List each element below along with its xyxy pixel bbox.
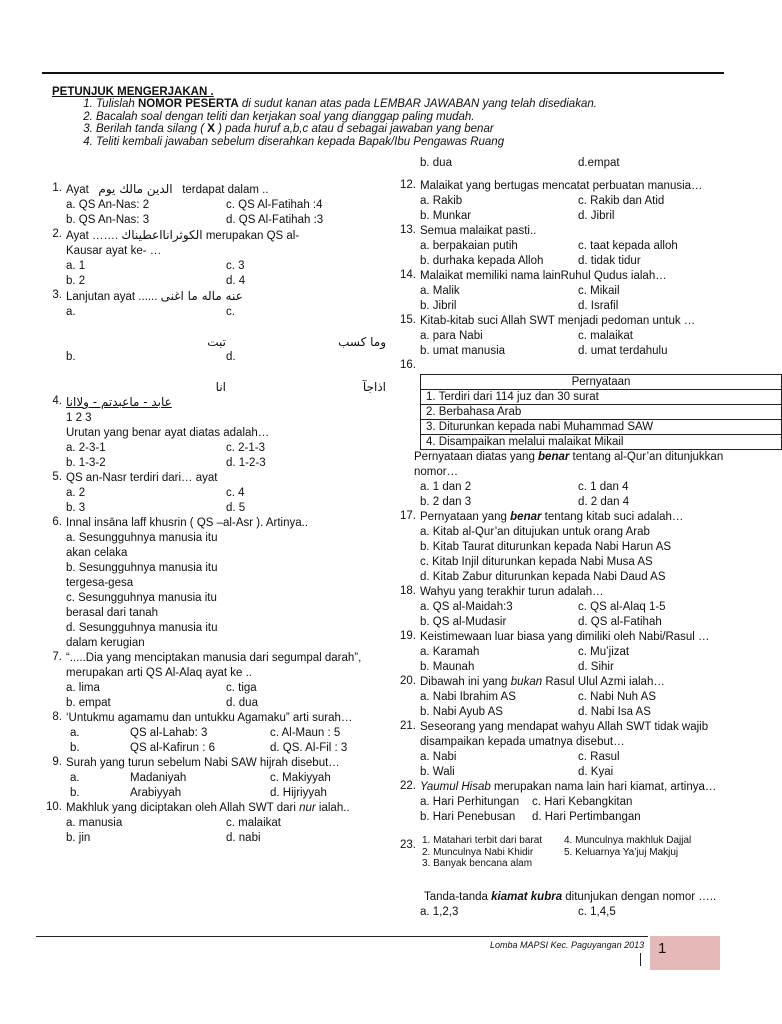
question-number: 9. xyxy=(52,756,62,768)
top-rule xyxy=(42,72,724,74)
question-text: Malaikat yang bertugas mencatat perbuatan manusia… xyxy=(420,180,703,192)
question-text xyxy=(66,395,390,411)
q-text: merupakan QS al- xyxy=(205,230,300,242)
option-a: a. 1 xyxy=(66,260,86,272)
option-b-letter: b. xyxy=(70,742,80,754)
option-b: b. Maunah xyxy=(420,661,475,673)
option-d: d. Kitab Zabur diturunkan kepada Nabi Daud AS xyxy=(420,571,666,583)
question-number: 21. xyxy=(400,720,416,732)
q-italic: nur xyxy=(299,802,316,814)
option-d: d. Israfil xyxy=(578,300,619,312)
q-text: ditunjukan dengan nomor ….. xyxy=(562,890,717,903)
page-number: 1 xyxy=(658,940,667,957)
option-c: c. Rasul xyxy=(578,751,620,763)
option-b: b. dua xyxy=(420,157,452,169)
arabic-text: انا xyxy=(215,380,226,394)
option-c: c. 3 xyxy=(226,260,245,272)
option-a: a. lima xyxy=(66,682,100,694)
q-text: tentang al-Qur’an ditunjukkan nomor… xyxy=(414,451,724,478)
option-c xyxy=(226,305,386,350)
table-row: 1. Terdiri dari 114 juz dan 30 surat xyxy=(421,390,782,405)
q-text: Lanjutan ayat ...... xyxy=(66,291,158,303)
options xyxy=(66,771,390,801)
option-a: a. Malik xyxy=(420,285,460,297)
option-c: c. QS Al-Fatihah :4 xyxy=(226,199,323,211)
instruction-text: di sudut kanan atas pada LEMBAR JAWABAN yang telah disediakan. xyxy=(238,98,597,110)
question-text xyxy=(66,182,390,198)
question-number: 18. xyxy=(400,585,416,597)
question-text: Malaikat memiliki nama lainRuhul Qudus ialah… xyxy=(420,270,667,282)
question-number: 20. xyxy=(400,675,416,687)
q-bold: kiamat kubra xyxy=(491,890,563,903)
q-text: merupakan nama lain hari kiamat, artinya… xyxy=(490,781,717,793)
question-22 xyxy=(394,780,734,825)
question-number: 14. xyxy=(400,269,416,281)
instructions-title: PETUNJUK MENGERJAKAN . xyxy=(52,86,214,98)
question-text: ‘Untukmu agamamu dan untukku Agamaku” arti surah… xyxy=(66,712,353,724)
option-c: c. Nabi Nuh AS xyxy=(578,691,656,703)
option-a: a. QS An-Nas: 2 xyxy=(66,199,150,211)
footer-text: Lomba MAPSI Kec. Paguyangan 2013 xyxy=(490,940,645,950)
question-number: 4. xyxy=(52,395,62,407)
question-23 xyxy=(394,835,734,920)
statement-table xyxy=(420,374,782,450)
arabic-text: تبت xyxy=(207,335,226,349)
question-4 xyxy=(40,395,390,471)
option-b: b. 1-3-2 xyxy=(66,457,106,469)
instruction-1 xyxy=(96,98,712,111)
right-column xyxy=(394,179,734,920)
option-a: Madaniyah xyxy=(130,772,187,784)
instructions-list xyxy=(52,98,712,148)
option-a: a. Karamah xyxy=(420,646,480,658)
options xyxy=(420,480,734,510)
question-number: 7. xyxy=(52,651,62,663)
table-row: 2. Berbahasa Arab xyxy=(421,405,782,420)
option-c: c. Al-Maun : 5 xyxy=(270,727,341,739)
list-item: 3. Banyak bencana alam xyxy=(422,858,533,869)
option-d: d. QS Al-Fatihah :3 xyxy=(226,214,324,226)
options xyxy=(66,486,390,516)
arabic-text: الدين مالك يوم xyxy=(98,182,173,196)
option-d: d. 5 xyxy=(226,502,246,514)
question-5 xyxy=(40,471,390,516)
question-number: 5. xyxy=(52,471,62,483)
option-a: a. Sesungguhnya manusia itu akan celaka xyxy=(66,532,218,559)
question-6 xyxy=(40,516,390,651)
instruction-text: Tulislah xyxy=(96,98,138,110)
option-c: c. Kitab Injil diturunkan kepada Nabi Musa AS xyxy=(420,556,653,568)
q-text: Ayat ……. xyxy=(66,230,119,242)
options xyxy=(420,905,734,920)
question-text: Wahyu yang terakhir turun adalah… xyxy=(420,586,604,598)
option-c: c. Mu’jizat xyxy=(578,646,630,658)
option-b: QS al-Kafirun : 6 xyxy=(130,742,216,754)
instruction-2 xyxy=(96,111,712,124)
q-text: terdapat dalam .. xyxy=(182,184,269,196)
option-b: b. Jibril xyxy=(420,300,457,312)
options xyxy=(66,441,390,471)
q-text: Tanda-tanda xyxy=(424,890,492,903)
footer-rule xyxy=(36,936,648,937)
option-b: Arabiyyah xyxy=(130,787,182,799)
question-1 xyxy=(40,182,390,228)
option-d xyxy=(226,350,386,395)
question-9 xyxy=(40,756,390,801)
question-19 xyxy=(394,630,734,675)
option-c: c. 1,4,5 xyxy=(578,905,616,918)
question-3 xyxy=(40,289,390,395)
option-a-letter: a. xyxy=(70,772,80,784)
cut-off-line xyxy=(394,157,734,180)
question-15 xyxy=(394,314,734,359)
list-item: 2. Munculnya Nabi Khidir xyxy=(422,846,534,858)
list-item: 1. Matahari terbit dari barat xyxy=(422,835,543,846)
arabic-text: اذاجآ xyxy=(362,380,386,394)
arabic-text: عنه ماله ما اغنى xyxy=(160,289,243,303)
question-12 xyxy=(394,179,734,224)
footer-divider xyxy=(640,953,641,966)
option-a-letter: a. xyxy=(70,727,80,739)
option-d: d. Kyai xyxy=(578,766,614,778)
option-c: c. 4 xyxy=(226,487,245,499)
question-number: 16. xyxy=(400,359,416,371)
instruction-text: Bacalah soal dengan teliti dan kerjakan soal yang dianggap paling mudah. xyxy=(96,110,475,123)
instruction-bold: X xyxy=(207,123,215,135)
question-text: Urutan yang benar ayat diatas adalah… xyxy=(66,427,270,439)
question-text xyxy=(420,510,734,525)
options xyxy=(66,816,390,846)
instruction-text: ) pada huruf a,b,c atau d sebagai jawaban yang benar xyxy=(214,123,494,135)
arabic-text: الكوثرانااعطيناك xyxy=(121,228,203,242)
option-d: d. Jibril xyxy=(578,210,615,222)
question-text: Surah yang turun sebelum Nabi SAW hijrah disebut… xyxy=(66,757,340,769)
options xyxy=(66,305,390,395)
options xyxy=(66,726,390,756)
question-text xyxy=(420,675,734,690)
options xyxy=(420,525,734,585)
question-8 xyxy=(40,711,390,756)
instruction-4 xyxy=(96,136,712,149)
question-number: 23. xyxy=(400,839,416,851)
option-c: c. Makiyyah xyxy=(270,772,331,784)
option-b: b. empat xyxy=(66,697,111,709)
question-number: 10. xyxy=(46,801,62,813)
option-d: d. Sesungguhnya manusia itu dalam kerugian xyxy=(66,622,218,649)
option-c: c. 1 dan 4 xyxy=(578,481,629,493)
option-c: c. tiga xyxy=(226,682,257,694)
question-10 xyxy=(40,801,390,846)
question-number: 22. xyxy=(400,780,416,792)
q-italic: bukan xyxy=(510,676,543,688)
question-13 xyxy=(394,224,734,269)
options xyxy=(420,795,734,825)
option-a: a. 1,2,3 xyxy=(420,905,459,918)
options xyxy=(420,600,734,630)
option-d: d. tidak tidur xyxy=(578,255,641,267)
question-text: “.....Dia yang menciptakan manusia dari segumpal darah”, merupakan arti QS Al-Alaq ayat ke .. xyxy=(66,652,362,679)
question-number: 8. xyxy=(52,711,62,723)
option-c: c. QS al-Alaq 1-5 xyxy=(578,601,666,613)
option-d: d. nabi xyxy=(226,832,261,844)
list-item: 5. Keluarnya Ya’juj Makjuj xyxy=(564,846,679,858)
table-row: 3. Diturunkan kepada nabi Muhammad SAW xyxy=(421,420,782,435)
option-letter: c. xyxy=(226,306,235,318)
option-d: d. umat terdahulu xyxy=(578,345,668,357)
question-18 xyxy=(394,585,734,630)
q-text: Pernyataan diatas yang xyxy=(414,451,539,463)
question-text: QS an-Nasr terdiri dari… ayat xyxy=(66,472,218,484)
q-italic: Yaumul Hisab xyxy=(420,781,491,793)
options xyxy=(66,531,390,651)
question-2 xyxy=(40,228,390,289)
instruction-text: Teliti kembali jawaban sebelum diserahkan kepada Bapak/Ibu Pengawas Ruang xyxy=(96,135,505,148)
option-d: d. Nabi Isa AS xyxy=(578,706,651,718)
option-a: a. Kitab al-Qur’an ditujukan untuk orang Arab xyxy=(420,526,650,538)
question-text: Seseorang yang mendapat wahyu Allah SWT tidak wajib disampaikan kepada umatnya disebut… xyxy=(420,721,709,748)
question-20 xyxy=(394,675,734,720)
arabic-text: وما كسب xyxy=(338,335,386,349)
question-number: 3. xyxy=(52,289,62,301)
option-d: d. 4 xyxy=(226,275,246,287)
question-number: 6. xyxy=(52,516,62,528)
question-number: 19. xyxy=(400,630,416,642)
sign-list xyxy=(422,835,734,870)
question-7 xyxy=(40,651,390,711)
option-b: b. jin xyxy=(66,832,91,844)
question-number: 2. xyxy=(52,228,62,240)
option-c: c. Rakib dan Atid xyxy=(578,195,665,207)
question-text: Semua malaikat pasti.. xyxy=(420,225,537,237)
option-b: b. QS An-Nas: 3 xyxy=(66,214,150,226)
option-a: a. berpakaian putih xyxy=(420,240,518,252)
instruction-3 xyxy=(96,123,712,136)
option-d: d. QS al-Fatihah xyxy=(578,616,662,628)
option-d: d. dua xyxy=(226,697,258,709)
option-c: c. Mikail xyxy=(578,285,620,297)
option-d: d. Sihir xyxy=(578,661,614,673)
question-number: 12. xyxy=(400,179,416,191)
option-d: d. Hari Pertimbangan xyxy=(532,811,641,823)
option-b: b. QS al-Mudasir xyxy=(420,616,507,628)
q-text: Kausar ayat ke- … xyxy=(66,245,162,257)
options xyxy=(66,198,390,228)
arabic-text: عابد - ماعبدتم - ولاانا xyxy=(66,395,172,409)
option-b: b. 3 xyxy=(66,502,86,514)
option-b: b. Sesungguhnya manusia itu tergesa-gesa xyxy=(66,562,218,589)
table-header: Pernyataan xyxy=(421,375,782,390)
question-text: Keistimewaan luar biasa yang dimiliki oleh Nabi/Rasul … xyxy=(420,631,710,643)
option-a: a. 2 xyxy=(66,487,86,499)
question-16 xyxy=(394,359,734,510)
question-text xyxy=(66,228,390,259)
instruction-bold: NOMOR PESERTA xyxy=(137,98,239,110)
option-a: a. para Nabi xyxy=(420,330,483,342)
q-text: Pernyataan yang xyxy=(420,511,511,523)
options xyxy=(66,259,390,289)
options xyxy=(420,645,734,675)
option-b: b. durhaka kepada Alloh xyxy=(420,255,544,267)
option-b: b. Nabi Ayub AS xyxy=(420,706,503,718)
q-text: Makhluk yang diciptakan oleh Allah SWT dari xyxy=(66,802,300,814)
q-text: Dibawah ini yang xyxy=(420,676,511,688)
options xyxy=(66,681,390,711)
q-text: ialah.. xyxy=(315,802,350,814)
option-c: c. Sesungguhnya manusia itu berasal dari tanah xyxy=(66,592,217,619)
option-a: a. manusia xyxy=(66,817,123,829)
list-item: 4. Munculnya makhluk Dajjal xyxy=(564,835,692,846)
table-row: 4. Disampaikan melalui malaikat Mikail xyxy=(421,435,782,450)
option-b: b. umat manusia xyxy=(420,345,506,357)
question-number: 15. xyxy=(400,314,416,326)
question-text xyxy=(66,289,390,305)
instruction-text: Berilah tanda silang ( xyxy=(96,123,208,135)
option-a: a. QS al-Maidah:3 xyxy=(420,601,513,613)
option-letter: a. xyxy=(66,306,76,318)
option-b: b. 2 xyxy=(66,275,86,287)
option-d: d.empat xyxy=(578,157,620,169)
option-c: c. taat kepada alloh xyxy=(578,240,678,252)
left-column xyxy=(40,182,390,846)
option-d: d. 2 dan 4 xyxy=(578,496,630,508)
options xyxy=(420,194,734,224)
options xyxy=(420,750,734,780)
options xyxy=(420,329,734,359)
option-b: b. Hari Penebusan xyxy=(420,811,516,823)
option-b: b. Wali xyxy=(420,766,455,778)
option-a: a. Hari Perhitungan xyxy=(420,796,520,808)
question-17 xyxy=(394,510,734,585)
option-c: c. Hari Kebangkitan xyxy=(532,796,633,808)
option-c: c. malaikat xyxy=(578,330,633,342)
option-a xyxy=(66,305,226,350)
q-text: tentang kitab suci adalah… xyxy=(541,511,684,523)
q-text: Ayat xyxy=(66,184,89,196)
question-text: Kitab-kitab suci Allah SWT menjadi pedoman untuk … xyxy=(420,315,696,327)
question-text xyxy=(414,450,734,480)
option-b xyxy=(66,350,226,395)
option-d: d. 1-2-3 xyxy=(226,457,266,469)
option-d: d. QS. Al-Fil : 3 xyxy=(270,742,348,754)
question-text xyxy=(420,780,734,795)
question-number: 13. xyxy=(400,224,416,236)
option-a: QS al-Lahab: 3 xyxy=(130,727,208,739)
question-text: Innal insāna laff khusrin ( QS –al-Asr ). Artinya.. xyxy=(66,517,309,529)
q-bold: benar xyxy=(510,511,542,523)
question-number: 17. xyxy=(400,510,416,522)
option-d: d. Hijriyyah xyxy=(270,787,327,799)
q-text: Rasul Ulul Azmi ialah… xyxy=(542,676,665,688)
option-letter: d. xyxy=(226,351,236,363)
option-b: b. Munkar xyxy=(420,210,472,222)
option-letter: b. xyxy=(66,351,76,363)
option-a: a. Nabi Ibrahim AS xyxy=(420,691,516,703)
option-c: c. 2-1-3 xyxy=(226,442,265,454)
q-bold: benar xyxy=(538,451,570,463)
question-text xyxy=(424,890,734,905)
option-a: a. Rakib xyxy=(420,195,463,207)
question-number: 1. xyxy=(52,182,62,194)
verse-numbers: 1 2 3 xyxy=(66,412,92,424)
option-a: a. Nabi xyxy=(420,751,457,763)
instructions xyxy=(52,86,712,148)
question-text xyxy=(66,801,390,816)
question-21 xyxy=(394,720,734,780)
options xyxy=(420,284,734,314)
question-14 xyxy=(394,269,734,314)
option-b-letter: b. xyxy=(70,787,80,799)
option-b: b. Kitab Taurat diturunkan kepada Nabi Harun AS xyxy=(420,541,672,553)
option-a: a. 1 dan 2 xyxy=(420,481,472,493)
options xyxy=(420,690,734,720)
option-a: a. 2-3-1 xyxy=(66,442,106,454)
options xyxy=(420,239,734,269)
option-c: c. malaikat xyxy=(226,817,281,829)
option-b: b. 2 dan 3 xyxy=(420,496,472,508)
